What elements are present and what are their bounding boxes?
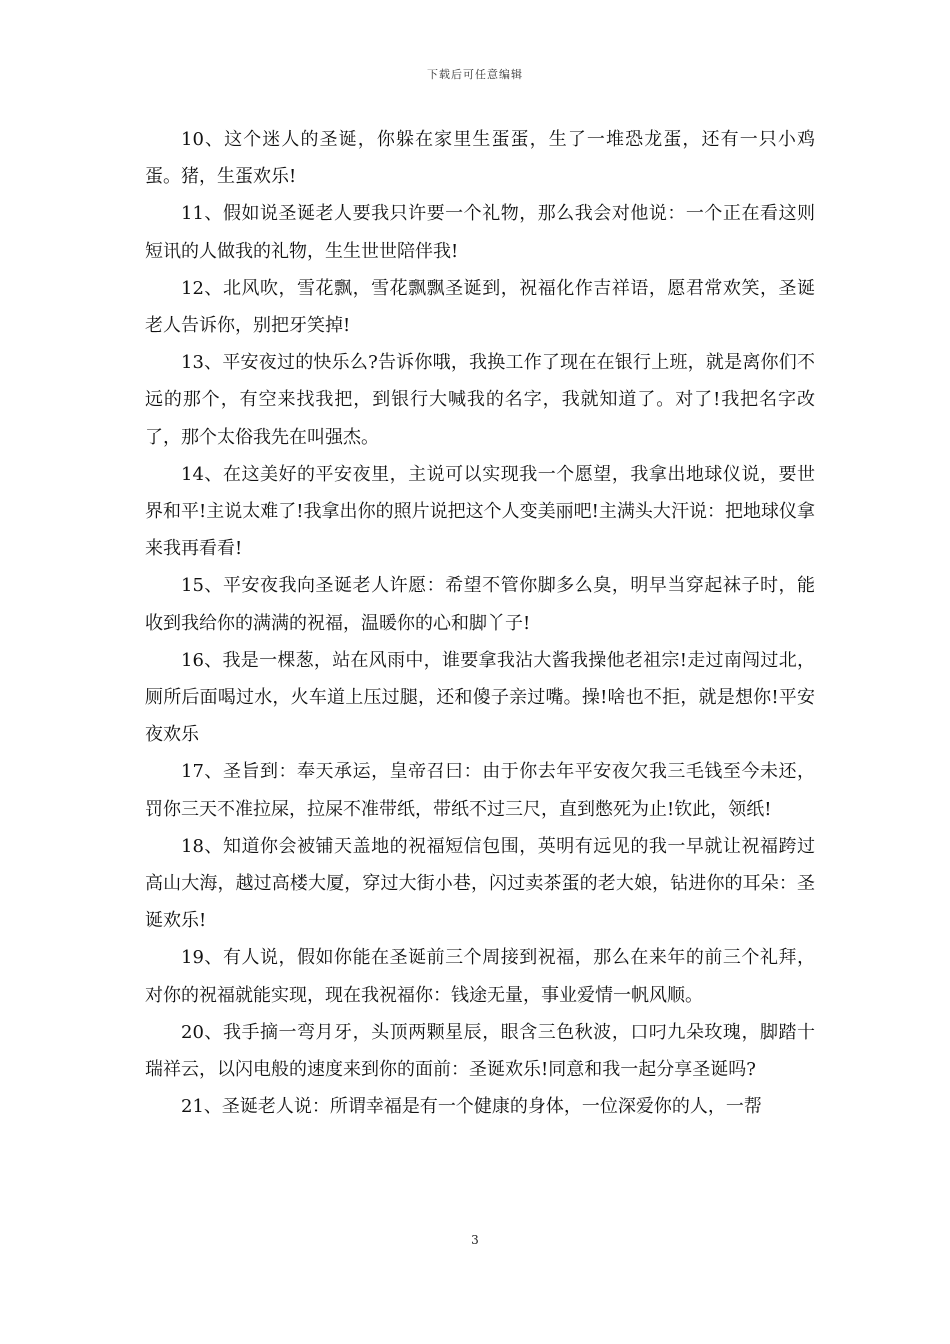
paragraph-15: 15、平安夜我向圣诞老人许愿：希望不管你脚多么臭，明早当穿起袜子时，能收到我给你的满满的祝福，温暖你的心和脚丫子! [145, 575, 815, 634]
paragraph-11: 11、假如说圣诞老人要我只许要一个礼物，那么我会对他说：一个正在看这则短讯的人做我的礼物，生生世世陪伴我! [145, 203, 815, 262]
page-header: 下载后可任意编辑 [427, 68, 523, 81]
paragraph-13: 13、平安夜过的快乐么?告诉你哦，我换工作了现在在银行上班，就是离你们不远的那个，有空来找我把，到银行大喊我的名字，我就知道了。对了!我把名字改了，那个太俗我先在叫强杰。 [145, 352, 815, 448]
paragraph-21: 21、圣诞老人说：所谓幸福是有一个健康的身体，一位深爱你的人，一帮 [181, 1096, 762, 1118]
paragraph-18: 18、知道你会被铺天盖地的祝福短信包围，英明有远见的我一早就让祝福跨过高山大海，越过高楼大厦，穿过大街小巷，闪过卖茶蛋的老大娘，钻进你的耳朵：圣诞欢乐! [145, 835, 815, 932]
paragraph-14: 14、在这美好的平安夜里，主说可以实现我一个愿望，我拿出地球仪说，要世界和平!主说太难了!我拿出你的照片说把这个人变美丽吧!主满头大汗说：把地球仪拿来我再看看! [145, 463, 815, 560]
page-number: 3 [471, 1233, 479, 1247]
paragraph-17: 17、圣旨到：奉天承运，皇帝召曰：由于你去年平安夜欠我三毛钱至今未还，罚你三天不准拉屎，拉屎不准带纸，带纸不过三尺，直到憋死为止!钦此，领纸! [145, 761, 815, 820]
paragraph-20: 20、我手摘一弯月牙，头顶两颗星辰，眼含三色秋波，口叼九朵玫瑰，脚踏十瑞祥云，以闪电般的速度来到你的面前：圣诞欢乐!同意和我一起分享圣诞吗? [145, 1021, 815, 1081]
paragraph-12: 12、北风吹，雪花飘，雪花飘飘圣诞到，祝福化作吉祥语，愿君常欢笑，圣诞老人告诉你，别把牙笑掉! [145, 277, 815, 337]
paragraph-16: 16、我是一棵葱，站在风雨中，谁要拿我沾大酱我操他老祖宗!走过南闯过北，厕所后面喝过水，火车道上压过腿，还和傻子亲过嘴。操!啥也不拒，就是想你!平安夜欢乐 [145, 649, 815, 746]
paragraph-10: 10、这个迷人的圣诞，你躲在家里生蛋蛋，生了一堆恐龙蛋，还有一只小鸡蛋。猪，生蛋欢乐! [145, 129, 815, 188]
paragraph-19: 19、有人说，假如你能在圣诞前三个周接到祝福，那么在来年的前三个礼拜，对你的祝福就能实现，现在我祝福你：钱途无量，事业爱情一帆风顺。 [145, 947, 815, 1006]
document-body [145, 121, 815, 1125]
